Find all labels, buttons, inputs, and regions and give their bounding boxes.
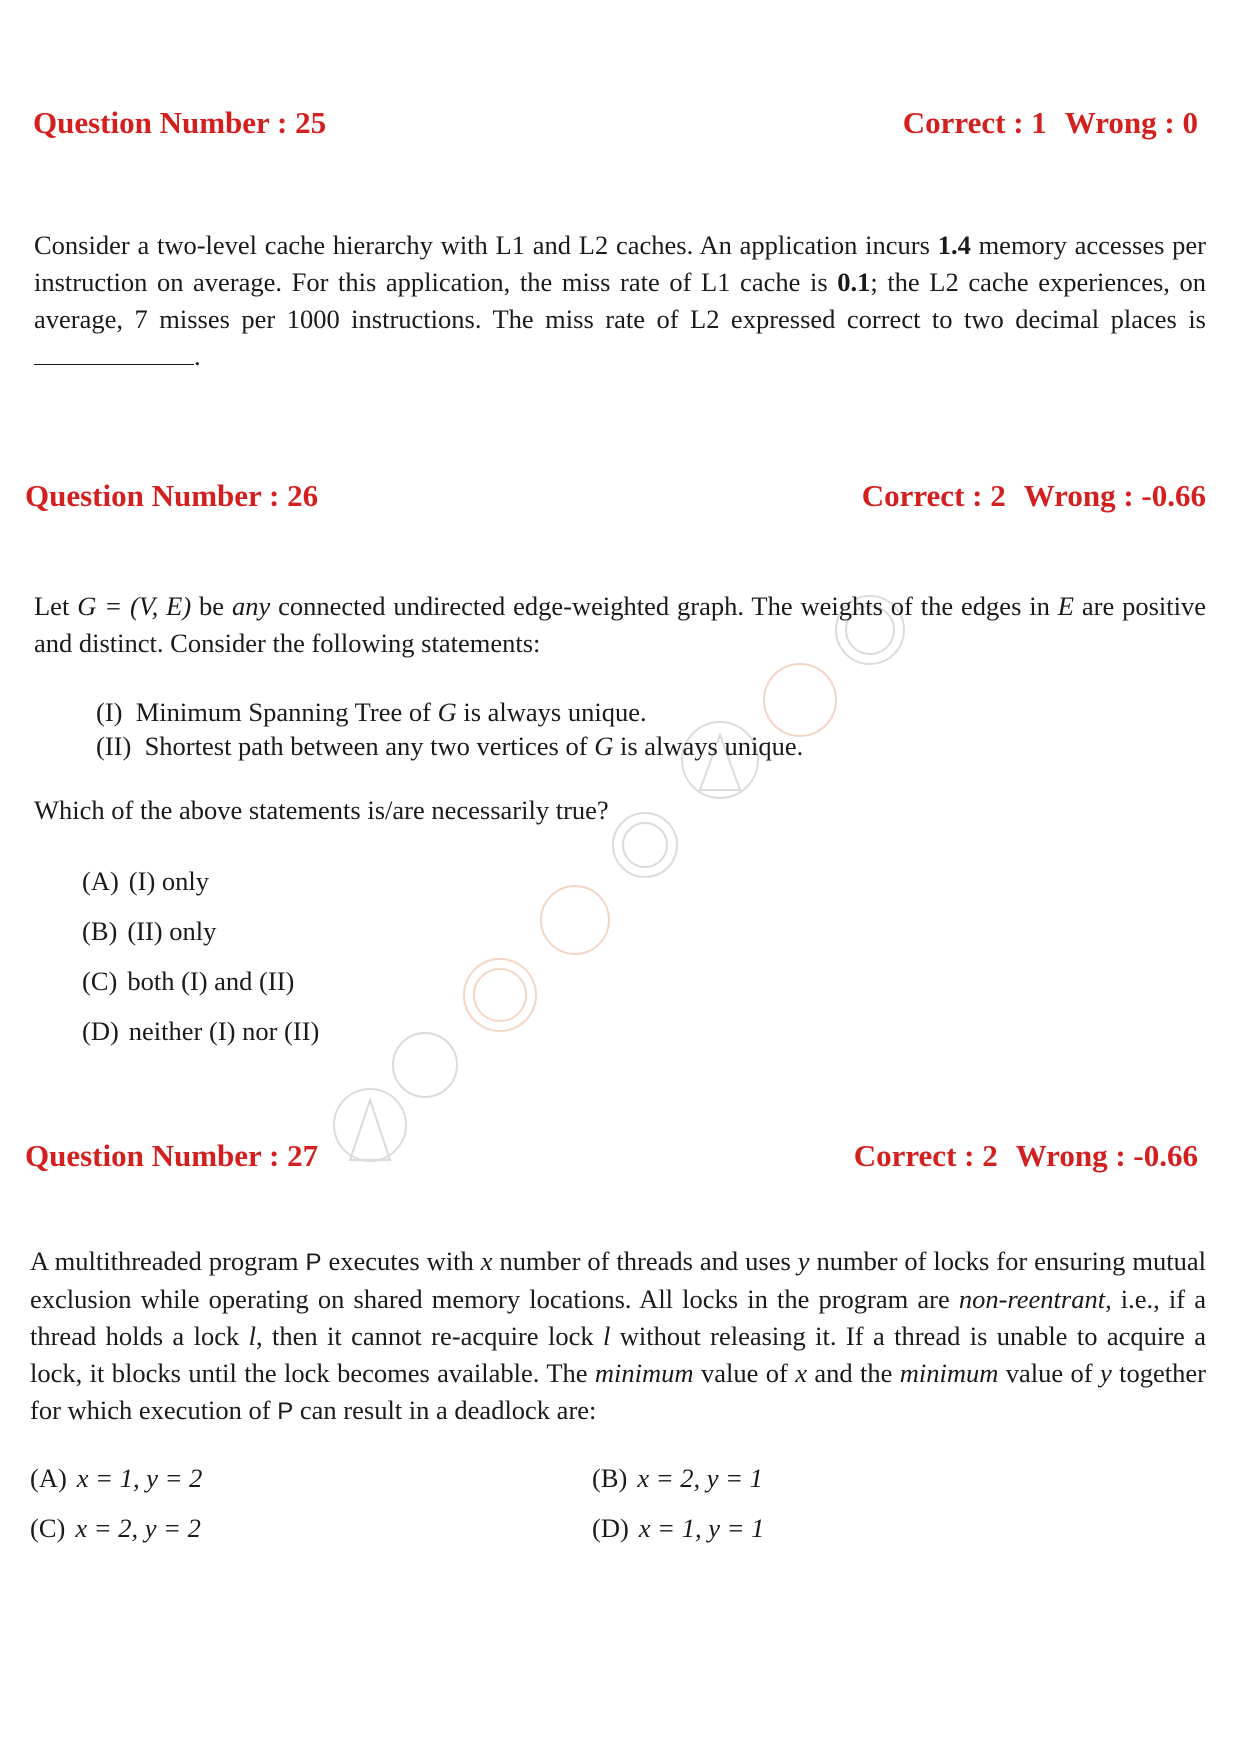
question-header — [0, 105, 1240, 145]
question-text: Consider a two-level cache hierarchy with L1 and L2 caches. An application incurs 1.4 memory accesses per instruction on average. For this application, the miss rate of L1 cache is 0.1; the L2 cache experiences, on average, 7 misses per 1000 instructions. The miss rate of L2 expressed correct to two decimal places is . — [34, 230, 1206, 371]
question-number: Question Number : 26 — [25, 478, 319, 513]
statement-item: (II) Shortest path between any two vertices of G is always unique. — [96, 731, 804, 761]
option-b[interactable]: (B) (II) only — [82, 916, 217, 946]
option-a[interactable]: (A) x = 1, y = 2 — [30, 1463, 203, 1493]
option-c[interactable]: (C) both (I) and (II) — [82, 966, 295, 996]
marks-info — [854, 1138, 1198, 1174]
marks-info — [903, 105, 1198, 141]
wrong-marks: Wrong : -0.66 — [1015, 1138, 1198, 1173]
question-header — [0, 1138, 1240, 1178]
option-c[interactable]: (C) x = 2, y = 2 — [30, 1513, 201, 1543]
option-d[interactable]: (D) x = 1, y = 1 — [592, 1513, 765, 1543]
question-text: Let G = (V, E) be any connected undirected edge-weighted graph. The weights of the edges in E are positive and distinct. Consider the following statements: — [34, 591, 1207, 658]
correct-marks: Correct : 2 — [861, 478, 1006, 513]
question-number: Question Number : 27 — [25, 1138, 319, 1173]
question-prompt: Which of the above statements is/are necessarily true? — [34, 795, 609, 825]
correct-marks: Correct : 2 — [853, 1138, 998, 1173]
wrong-marks: Wrong : -0.66 — [1023, 478, 1206, 513]
option-a[interactable]: (A) (I) only — [82, 866, 210, 896]
wrong-marks: Wrong : 0 — [1064, 105, 1198, 140]
answer-blank — [34, 342, 194, 365]
question-number: Question Number : 25 — [33, 105, 327, 140]
question-text: A multithreaded program P executes with x number of threads and uses y number of locks for ensuring mutual exclusion while operating on shared memory locations. All locks in the program are non-reentrant, i.e., if a thread holds a lock l, then it cannot re-acquire lock l without releasing it. If a thread is unable to acquire a lock, it blocks until the lock becomes available. The minimum value of x and the minimum value of y together for which execution of P can result in a deadlock are: — [30, 1246, 1207, 1425]
statement-item: (I) Minimum Spanning Tree of G is always unique. — [96, 697, 647, 727]
marks-info — [862, 478, 1206, 514]
option-d[interactable]: (D) neither (I) nor (II) — [82, 1016, 320, 1046]
question-header — [0, 478, 1240, 518]
correct-marks: Correct : 1 — [902, 105, 1047, 140]
option-b[interactable]: (B) x = 2, y = 1 — [592, 1463, 763, 1493]
